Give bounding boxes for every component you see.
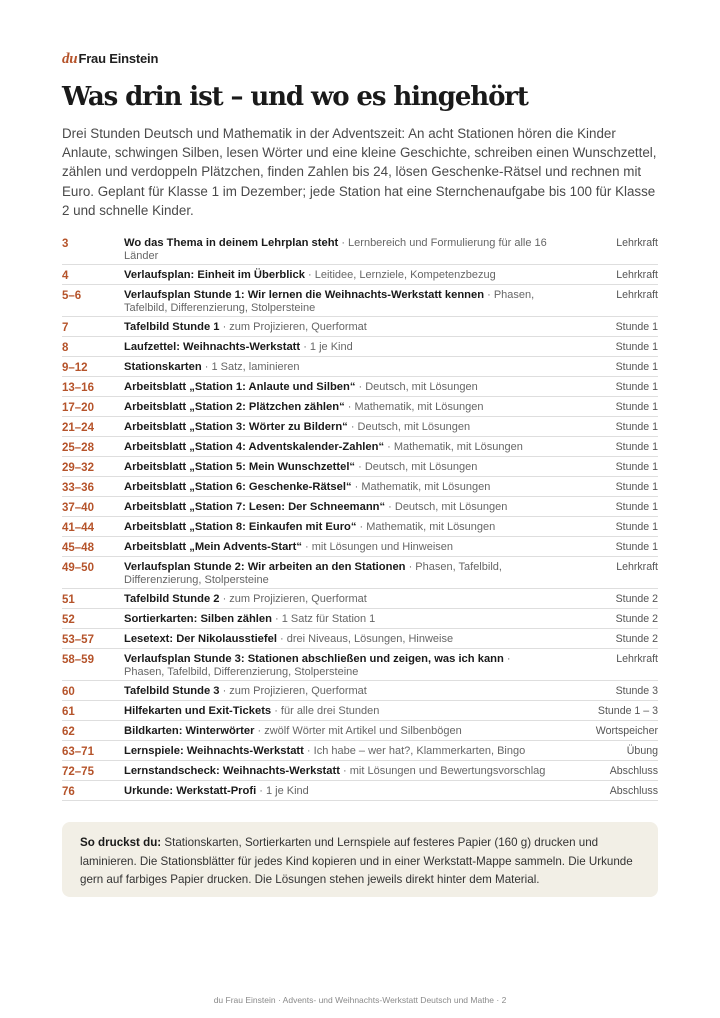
page-range: 3 [62, 238, 69, 250]
entry-detail: Phasen, Tafelbild, Differenzierung, Stolpersteine [124, 289, 535, 314]
entry-separator: · [256, 785, 266, 797]
entry-detail: Phasen, Tafelbild, Differenzierung, Stolpersteine [124, 665, 359, 678]
entry-detail: Deutsch, mit Lösungen [394, 501, 508, 513]
print-note-lead: So druckst du: [80, 836, 162, 849]
entry-separator: · [355, 461, 365, 473]
contents-row [62, 377, 658, 397]
contents-row [62, 721, 658, 741]
contents-row [62, 609, 658, 629]
entry-title: Hilfekarten und Exit-Tickets [124, 705, 272, 717]
entry-title: Verlaufsplan Stunde 1: Wir lernen die Weihnachts-Werkstatt kennen [124, 289, 485, 301]
entry-separator: · [201, 361, 212, 373]
entry-description [124, 560, 548, 586]
entry-separator: · [301, 541, 312, 553]
entry-description [124, 236, 548, 262]
print-note-text: Stationskarten, Sortierkarten und Lernspiele auf festeres Papier (160 g) drucken und laminieren. Die Stationsblätter für jedes Kind kopieren und in einer Werkstatt-Mappe sammeln. Die Urkunde gern auf farbiges Papier drucken. Die Lösungen stehen jeweils direkt hinter dem Material. [80, 836, 633, 886]
entry-detail: Deutsch, mit Lösungen [357, 421, 471, 433]
entry-description [124, 632, 548, 646]
entry-title: Arbeitsblatt „Station 5: Mein Wunschzettel“ [124, 461, 356, 473]
entry-title: Arbeitsblatt „Station 8: Einkaufen mit Euro“ [124, 521, 357, 533]
entry-tag: Stunde 1 [615, 481, 658, 493]
entry-title: Tafelbild Stunde 1 [124, 321, 220, 333]
page-range: 53–57 [62, 634, 94, 646]
entry-tag: Stunde 1 [615, 541, 658, 553]
entry-description [124, 744, 548, 758]
entry-title: Lernstandscheck: Weihnachts-Werkstatt [124, 765, 340, 777]
entry-tag: Stunde 1 [615, 401, 658, 413]
entry-title: Arbeitsblatt „Station 3: Wörter zu Bildern“ [124, 421, 348, 433]
entry-separator: · [484, 289, 494, 301]
print-note [62, 822, 658, 897]
entry-tag: Stunde 1 [615, 441, 658, 453]
entry-title: Stationskarten [124, 361, 202, 373]
entry-detail: drei Niveaus, Lösungen, Hinweise [286, 633, 454, 645]
entry-title: Sortierkarten: Silben zählen [124, 613, 272, 625]
contents-row [62, 537, 658, 557]
entry-description [124, 360, 548, 374]
entry-title: Verlaufsplan Stunde 3: Stationen abschließen und zeigen, was ich kann [124, 653, 504, 665]
contents-row [62, 741, 658, 761]
entry-tag: Stunde 2 [615, 633, 658, 645]
entry-description [124, 724, 548, 738]
entry-description [124, 592, 548, 606]
entry-description [124, 612, 548, 626]
entry-description [124, 480, 548, 494]
contents-row [62, 681, 658, 701]
entry-description [124, 704, 548, 718]
page-range: 63–71 [62, 746, 94, 758]
entry-separator: · [219, 321, 230, 333]
entry-description [124, 288, 548, 314]
entry-detail: mit Lösungen und Hinweisen [311, 541, 454, 553]
entry-separator: · [276, 633, 287, 645]
page-range: 72–75 [62, 766, 94, 778]
entry-detail: Mathematik, mit Lösungen [366, 521, 496, 533]
entry-title: Laufzettel: Weihnachts-Werkstatt [124, 341, 301, 353]
page-range: 49–50 [62, 562, 94, 574]
entry-tag: Stunde 1 [615, 521, 658, 533]
entry-tag: Stunde 1 [615, 501, 658, 513]
entry-separator: · [351, 481, 362, 493]
page-range: 51 [62, 594, 75, 606]
entry-description [124, 268, 548, 282]
entry-title: Wo das Thema in deinem Lehrplan steht [124, 237, 339, 249]
contents-row [62, 557, 658, 589]
entry-tag: Stunde 1 [615, 321, 658, 333]
entry-detail: zum Projizieren, Querformat [229, 321, 367, 333]
entry-description [124, 440, 548, 454]
contents-row [62, 233, 658, 265]
contents-row [62, 517, 658, 537]
entry-detail: 1 Satz für Station 1 [281, 613, 376, 625]
page-range: 21–24 [62, 422, 94, 434]
entry-detail: Lernbereich und Formulierung für alle 16 Länder [124, 237, 547, 262]
entry-title: Lesetext: Der Nikolausstiefel [124, 633, 277, 645]
entry-description [124, 764, 548, 778]
entry-detail: 1 je Kind [265, 785, 309, 797]
entry-separator: · [356, 521, 367, 533]
entry-separator: · [347, 421, 358, 433]
entry-separator: · [339, 765, 350, 777]
entry-description [124, 520, 548, 534]
entry-detail: Ich habe – wer hat?, Klammerkarten, Bingo [313, 745, 526, 757]
entry-separator: · [304, 269, 315, 281]
entry-tag: Stunde 1 [615, 361, 658, 373]
contents-row [62, 337, 658, 357]
entry-detail: zum Projizieren, Querformat [229, 593, 367, 605]
page-range: 29–32 [62, 462, 94, 474]
entry-title: Lernspiele: Weihnachts-Werkstatt [124, 745, 304, 757]
entry-tag: Stunde 1 [615, 381, 658, 393]
entry-detail: 1 je Kind [309, 341, 353, 353]
page-range: 62 [62, 726, 75, 738]
brand-logo [62, 51, 158, 68]
entry-tag: Lehrkraft [616, 561, 658, 573]
entry-tag: Lehrkraft [616, 269, 658, 281]
brand-name: Frau Einstein [78, 51, 159, 66]
entry-tag: Abschluss [609, 785, 658, 797]
entry-separator: · [344, 401, 355, 413]
contents-row [62, 437, 658, 457]
contents-row [62, 357, 658, 377]
entry-detail: Phasen, Tafelbild, Differenzierung, Stolpersteine [124, 561, 502, 586]
entry-tag: Wortspeicher [595, 725, 658, 737]
entry-description [124, 320, 548, 334]
entry-description [124, 540, 548, 554]
entry-tag: Übung [626, 745, 658, 757]
contents-row [62, 477, 658, 497]
entry-description [124, 460, 548, 474]
contents-row [62, 397, 658, 417]
page-range: 7 [62, 322, 69, 334]
entry-description [124, 420, 548, 434]
page-range: 33–36 [62, 482, 94, 494]
entry-separator: · [384, 441, 394, 453]
entry-tag: Stunde 1 [615, 421, 658, 433]
entry-description [124, 340, 548, 354]
entry-separator: · [271, 705, 281, 717]
entry-detail: Mathematik, mit Lösungen [393, 441, 523, 453]
entry-detail: zum Projizieren, Querformat [229, 685, 367, 697]
entry-tag: Stunde 2 [615, 593, 658, 605]
entry-tag: Stunde 3 [615, 685, 658, 697]
entry-title: Verlaufsplan Stunde 2: Wir arbeiten an den Stationen [124, 561, 406, 573]
entry-detail: 1 Satz, laminieren [211, 361, 300, 373]
entry-detail: Deutsch, mit Lösungen [364, 461, 478, 473]
contents-row [62, 417, 658, 437]
entry-title: Arbeitsblatt „Station 7: Lesen: Der Schneemann“ [124, 501, 386, 513]
entry-separator: · [385, 501, 395, 513]
contents-row [62, 701, 658, 721]
entry-detail: zwölf Wörter mit Artikel und Silbenbögen [264, 725, 462, 737]
entry-separator: · [219, 685, 230, 697]
entry-description [124, 684, 548, 698]
page-range: 9–12 [62, 362, 88, 374]
contents-row [62, 649, 658, 681]
entry-separator: · [405, 561, 416, 573]
entry-detail: Mathematik, mit Lösungen [354, 401, 484, 413]
contents-row [62, 781, 658, 801]
entry-description [124, 500, 548, 514]
page-title: Was drin ist – und wo es hingehört [62, 82, 528, 112]
entry-tag: Lehrkraft [616, 237, 658, 249]
entry-separator: · [303, 745, 314, 757]
page-range: 45–48 [62, 542, 94, 554]
contents-row [62, 317, 658, 337]
page-range: 8 [62, 342, 69, 354]
contents-row [62, 457, 658, 477]
contents-row [62, 761, 658, 781]
entry-separator: · [355, 381, 366, 393]
page-range: 25–28 [62, 442, 94, 454]
page-range: 61 [62, 706, 75, 718]
entry-title: Arbeitsblatt „Station 2: Plätzchen zählen“ [124, 401, 345, 413]
entry-title: Bildkarten: Winterwörter [124, 725, 255, 737]
entry-title: Verlaufsplan: Einheit im Überblick [124, 269, 305, 281]
page-range: 52 [62, 614, 75, 626]
contents-row [62, 265, 658, 285]
entry-description [124, 380, 548, 394]
page-range: 37–40 [62, 502, 94, 514]
contents-table [62, 233, 658, 801]
page-range: 4 [62, 270, 69, 282]
entry-title: Urkunde: Werkstatt-Profi [124, 785, 257, 797]
entry-detail: Leitidee, Lernziele, Kompetenzbezug [314, 269, 496, 281]
entry-tag: Lehrkraft [616, 653, 658, 665]
contents-row [62, 629, 658, 649]
entry-title: Arbeitsblatt „Mein Advents-Start“ [124, 541, 302, 553]
entry-description [124, 784, 548, 798]
entry-separator: · [503, 653, 511, 665]
brand-prefix: du [62, 51, 78, 67]
contents-row [62, 285, 658, 317]
entry-title: Tafelbild Stunde 3 [124, 685, 220, 697]
entry-detail: für alle drei Stunden [280, 705, 380, 717]
entry-tag: Stunde 1 [615, 341, 658, 353]
entry-detail: mit Lösungen und Bewertungsvorschlag [349, 765, 546, 777]
page-range: 41–44 [62, 522, 94, 534]
entry-description [124, 652, 548, 678]
entry-separator: · [219, 593, 230, 605]
entry-description [124, 400, 548, 414]
entry-separator: · [271, 613, 282, 625]
entry-tag: Lehrkraft [616, 289, 658, 301]
entry-separator: · [338, 237, 349, 249]
page-range: 76 [62, 786, 75, 798]
page-range: 17–20 [62, 402, 94, 414]
entry-tag: Stunde 1 – 3 [597, 705, 658, 717]
entry-detail: Deutsch, mit Lösungen [365, 381, 478, 393]
entry-tag: Abschluss [609, 765, 658, 777]
page-range: 13–16 [62, 382, 94, 394]
intro-text: Drei Stunden Deutsch und Mathematik in der Adventszeit: An acht Stationen hören die Kinder Anlaute, schwingen Silben, lesen Wörter und eine kleine Geschichte, schreiben einen Wunschzettel, zählen und verdoppeln Plätzchen, finden Zahlen bis 24, lösen Geschenke-Rätsel und rechnen mit Euro. Geplant für Klasse 1 im Dezember; jede Station hat eine Sternchenaufgabe bis 100 für Klasse 2 und schnelle Kinder. [62, 126, 657, 218]
page-range: 5–6 [62, 290, 82, 302]
entry-separator: · [254, 725, 265, 737]
contents-row [62, 589, 658, 609]
entry-title: Tafelbild Stunde 2 [124, 593, 220, 605]
entry-title: Arbeitsblatt „Station 6: Geschenke-Rätsel“ [124, 481, 352, 493]
page-range: 60 [62, 686, 75, 698]
entry-title: Arbeitsblatt „Station 4: Adventskalender-Zahlen“ [124, 441, 385, 453]
entry-detail: Mathematik, mit Lösungen [361, 481, 491, 493]
entry-separator: · [300, 341, 310, 353]
entry-tag: Stunde 1 [615, 461, 658, 473]
entry-tag: Stunde 2 [615, 613, 658, 625]
page-range: 58–59 [62, 654, 94, 666]
page-footer: du Frau Einstein · Advents- und Weihnachts-Werkstatt Deutsch und Mathe · 2 [213, 995, 507, 1005]
contents-row [62, 497, 658, 517]
entry-title: Arbeitsblatt „Station 1: Anlaute und Silben“ [124, 381, 356, 393]
